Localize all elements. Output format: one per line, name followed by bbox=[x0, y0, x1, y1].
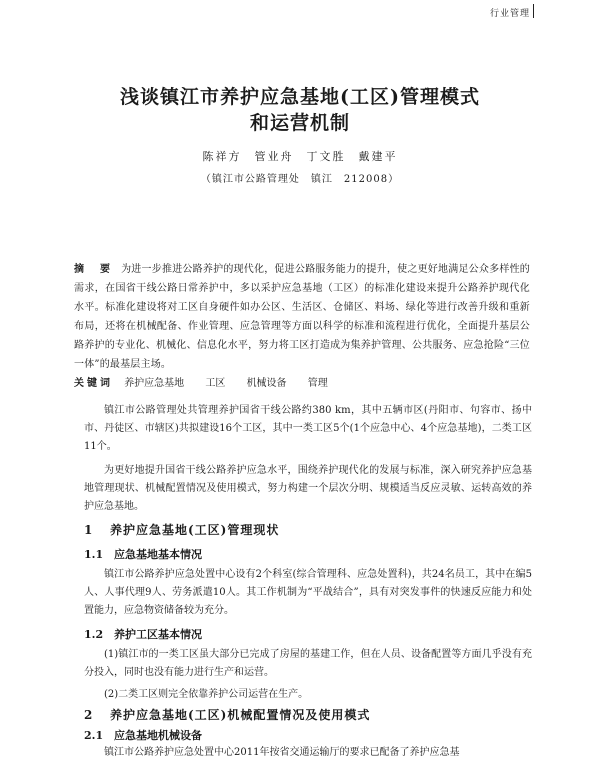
subsection-title: 应急基地基本情况 bbox=[114, 548, 202, 561]
keyword-item: 工区 bbox=[205, 378, 226, 389]
subsection-number: 2.1 bbox=[84, 729, 104, 742]
paragraph-intro: 镇江市公路管理处共管理养护国省干线公路约380 km，其中五辆市区(丹阳市、句容市、扬中市、丹徒区、市辖区)共拟建设16个工区，其中一类工区5个(1个应急中心、4个应急基地)，二类工区11个。 bbox=[84, 405, 532, 452]
paragraph-equipment: 镇江市公路养护应急处置中心2011年按省交通运输厅的要求已配备了养护应急基 bbox=[104, 747, 460, 758]
abstract bbox=[74, 260, 530, 374]
paper-title-line1: 浅谈镇江市养护应急基地(工区)管理模式 bbox=[120, 86, 480, 108]
affiliation: （镇江市公路管理处 镇江 212008） bbox=[200, 174, 400, 185]
subsection-title: 养护工区基本情况 bbox=[114, 628, 202, 641]
paragraph-base-info: 镇江市公路养护应急处置中心设有2个科室(综合管理科、应急处置科)，共24名员工，其中在编5人、人事代理9人、劳务派遣10人。其工作机制为“平战结合”，具有对突发事件的快速反应能力和处置能力，应急物资储备较为充分。 bbox=[84, 569, 532, 616]
keyword-item: 养护应急基地 bbox=[124, 378, 185, 389]
paragraph-list-item-1: (1)镇江市的一类工区虽大部分已完成了房屋的基建工作，但在人员、设备配置等方面几乎没有充分投入，同时也没有能力进行生产和运营。 bbox=[84, 649, 532, 678]
keywords-label: 关键词 bbox=[74, 378, 113, 389]
running-head: 行业管理 bbox=[489, 9, 530, 19]
section-title: 养护应急基地(工区)管理现状 bbox=[110, 523, 280, 537]
abstract-label: 摘 要 bbox=[74, 264, 114, 275]
subsection-heading-1-1 bbox=[84, 546, 202, 562]
subsection-number: 1.1 bbox=[84, 548, 104, 561]
subsection-heading-2-1 bbox=[84, 727, 202, 743]
abstract-text: 为进一步推进公路养护的现代化，促进公路服务能力的提升，使之更好地满足公众多样性的需求，在国省干线公路日常养护中，多以采护应急基地（工区）的标准化建设来提升公路养护现代化水平。标准化建设将对工区自身硬件如办公区、生活区、仓储区、料场、绿化等进行改善升级和重新布局，还将在机械配备、作业管理、应急管理等方面以科学的标准和流程进行优化，全面提升基层公路养护的专业化、机械化、信息化水平，努力将工区打造成为集养护管理、公共服务、应急抢险“三位一体”的最基层主场。 bbox=[74, 264, 531, 370]
header-divider bbox=[533, 4, 534, 18]
section-heading-2 bbox=[84, 706, 370, 723]
subsection-number: 1.2 bbox=[84, 628, 104, 641]
section-number: 1 bbox=[84, 523, 94, 537]
keywords bbox=[74, 374, 530, 389]
keyword-item: 管理 bbox=[307, 378, 328, 389]
keyword-item: 机械设备 bbox=[246, 378, 287, 389]
paragraph-list-item-2: (2)二类工区则完全依靠养护公司运营在生产。 bbox=[104, 689, 309, 700]
subsection-title: 应急基地机械设备 bbox=[114, 729, 202, 742]
section-heading-1 bbox=[84, 521, 279, 538]
section-title: 养护应急基地(工区)机械配置情况及使用模式 bbox=[110, 708, 371, 722]
authors: 陈祥方 管业舟 丁文胜 戴建平 bbox=[202, 150, 398, 163]
paper-title-line2: 和运营机制 bbox=[249, 112, 350, 134]
section-number: 2 bbox=[84, 708, 94, 722]
paragraph-purpose: 为更好地提升国省干线公路养护应急水平，围绕养护现代化的发展与标准，深入研究养护应急基地管理现状、机械配置情况及使用模式，努力构建一个层次分明、规模适当反应灵敏、运转高效的养护应急基地。 bbox=[84, 465, 532, 512]
subsection-heading-1-2 bbox=[84, 626, 202, 642]
